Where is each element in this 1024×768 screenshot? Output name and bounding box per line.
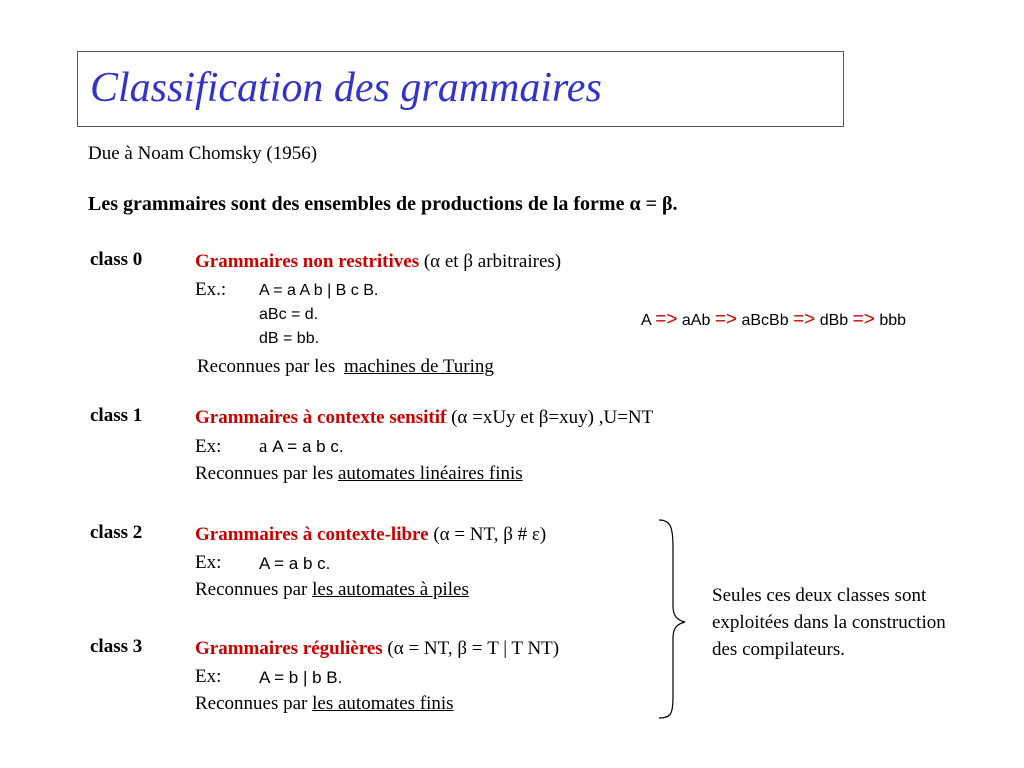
derivation-step-4: bbb (879, 312, 907, 329)
note-line-1: Seules ces deux classes sont (712, 585, 927, 606)
class1-ex-text: A = a b c. (272, 437, 344, 456)
class1-desc: (α =xUy et β=xuy) ,U=NT (451, 407, 654, 428)
class2-heading (195, 524, 546, 546)
class3-recognized (195, 693, 454, 715)
class2-recognized-prefix: Reconnues par (195, 579, 308, 600)
class2-recognized (195, 579, 469, 601)
class3-heading (195, 638, 559, 660)
note-line-3: des compilateurs. (712, 639, 845, 660)
subtitle: Due à Noam Chomsky (1956) (88, 143, 318, 164)
derivation-arrow-1: => (655, 309, 678, 330)
derivation-step-0: A (641, 312, 651, 329)
derivation-step-1: aAb (681, 312, 711, 329)
derivation-step-3: dBb (819, 312, 849, 329)
class3-ex-label: Ex: (195, 666, 222, 687)
derivation-arrow-2: => (714, 309, 738, 330)
class3-name: Grammaires régulières (195, 638, 383, 659)
derivation (641, 309, 906, 331)
class0-ex-line1: A = a A b | B c B. (259, 282, 379, 299)
class1-label: class 1 (90, 405, 143, 426)
class0-recognized (197, 356, 494, 378)
class1-name: Grammaires à contexte sensitif (195, 407, 447, 428)
class1-ex-label: Ex: (195, 436, 222, 457)
class1-ex (259, 436, 344, 458)
class0-name: Grammaires non restritives (195, 251, 420, 272)
class2-desc: (α = NT, β # ε) (433, 524, 547, 545)
class0-recognized-link: machines de Turing (343, 356, 494, 377)
class0-recognized-prefix: Reconnues par les (197, 356, 336, 377)
class3-desc: (α = NT, β = T | T NT) (387, 638, 560, 659)
class0-ex-line3: dB = bb. (259, 330, 320, 347)
class2-label: class 2 (90, 522, 143, 543)
class3-recognized-prefix: Reconnues par (195, 693, 308, 714)
class0-label: class 0 (90, 249, 143, 270)
note-line-2: exploitées dans la construction (712, 612, 946, 633)
class2-name: Grammaires à contexte-libre (195, 524, 429, 545)
class2-recognized-link: les automates à piles (312, 579, 469, 600)
class0-desc: (α et β arbitraires) (423, 251, 562, 272)
class1-ex-prefix: a (259, 436, 268, 457)
intro-text: Les grammaires sont des ensembles de productions de la forme α = β. (88, 193, 678, 215)
class0-ex-label: Ex.: (195, 279, 227, 300)
derivation-step-2: aBcBb (741, 312, 789, 329)
class0-ex-line2: aBc = d. (259, 306, 319, 323)
note-text (712, 582, 946, 663)
title-box (77, 51, 844, 127)
brace-icon (655, 518, 695, 720)
class3-label: class 3 (90, 636, 143, 657)
derivation-arrow-4: => (852, 309, 875, 330)
class1-recognized-link: automates linéaires finis (337, 463, 523, 484)
class1-recognized (195, 463, 523, 485)
class3-ex-text: A = b | b B. (259, 668, 343, 687)
class1-heading (195, 407, 653, 429)
class0-heading (195, 251, 561, 273)
class1-recognized-prefix: Reconnues par les (195, 463, 334, 484)
page-title: Classification des grammaires (90, 65, 602, 111)
class2-ex-label: Ex: (195, 552, 222, 573)
class2-ex-text: A = a b c. (259, 554, 331, 573)
class3-recognized-link: les automates finis (312, 693, 454, 714)
derivation-arrow-3: => (793, 309, 816, 330)
